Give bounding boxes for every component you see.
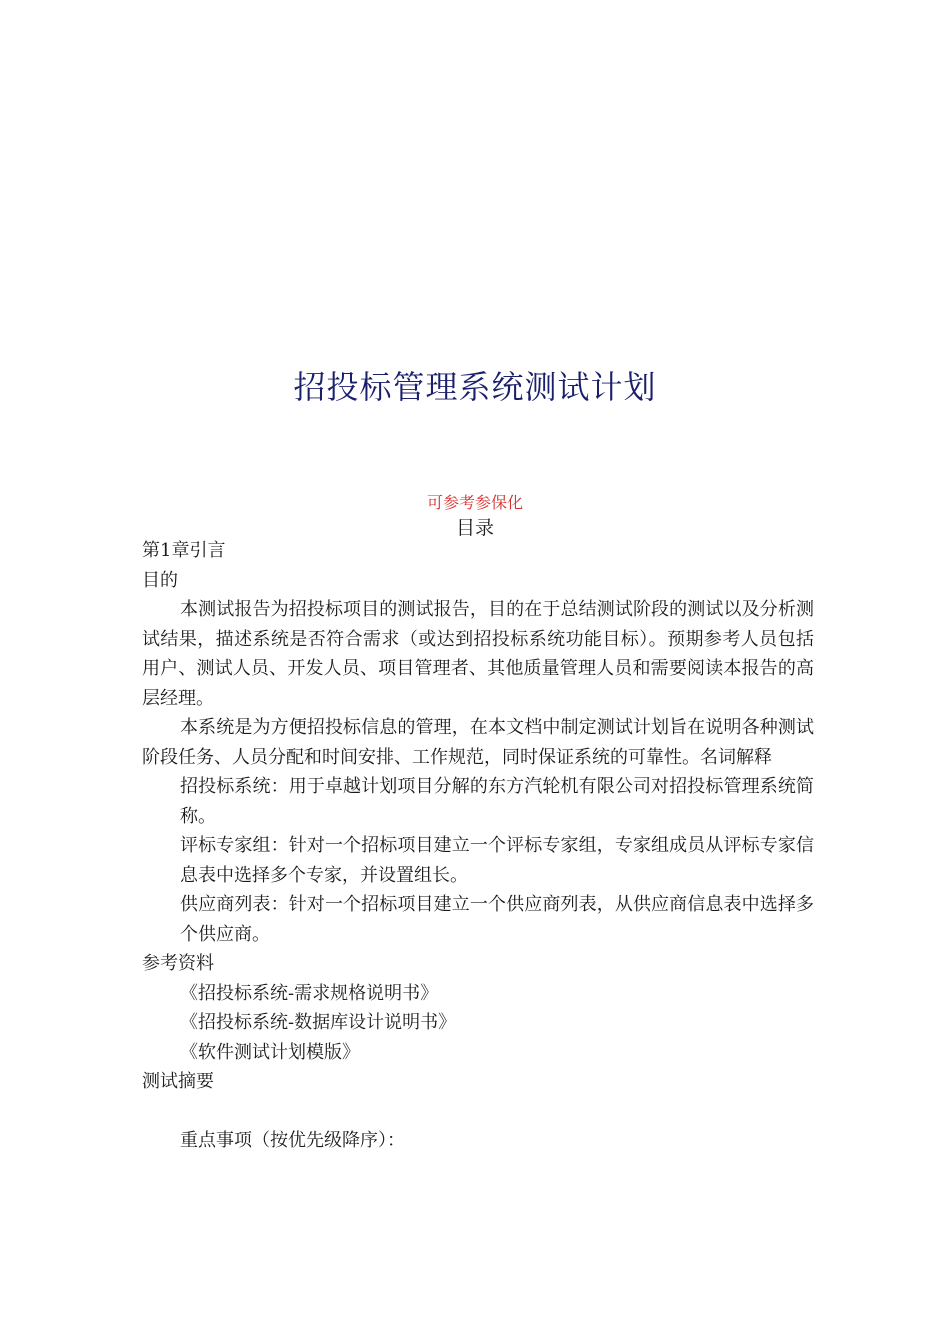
reference-item: 《软件测试计划模版》 bbox=[180, 1041, 360, 1063]
reference-item: 《招投标系统-需求规格说明书》 bbox=[180, 982, 439, 1004]
key-items-line: 重点事项（按优先级降序）： bbox=[180, 1129, 405, 1151]
definition-item: 供应商列表：针对一个招标项目建立一个供应商列表，从供应商信息表中选择多个供应商。 bbox=[180, 894, 814, 945]
section-references-heading: 参考资料 bbox=[142, 953, 214, 974]
chapter-heading: 第1章引言 bbox=[142, 540, 226, 561]
document-body bbox=[142, 536, 814, 1155]
section-summary-heading: 测试摘要 bbox=[142, 1071, 214, 1092]
purpose-paragraph-1: 本测试报告为招投标项目的测试报告，目的在于总结测试阶段的测试以及分析测试结果，描述系统是否符合需求（或达到招投标系统功能目标）。预期参考人员包括用户、测试人员、开发人员、项目管理者、其他质量管理人员和需要阅读本报告的高层经理。 bbox=[142, 599, 814, 709]
toc-label: 目录 bbox=[455, 517, 494, 539]
purpose-paragraph-2: 本系统是为方便招投标信息的管理，在本文档中制定测试计划旨在说明各种测试阶段任务、人员分配和时间安排、工作规范，同时保证系统的可靠性。名词解释 bbox=[142, 717, 814, 768]
reference-item: 《招投标系统-数据库设计说明书》 bbox=[180, 1012, 457, 1033]
document-subtitle: 可参考参保化 bbox=[426, 493, 523, 512]
document-title: 招投标管理系统测试计划 bbox=[293, 368, 657, 406]
definition-item: 招投标系统：用于卓越计划项目分解的东方汽轮机有限公司对招投标管理系统简称。 bbox=[180, 776, 814, 827]
blank-line bbox=[142, 1097, 814, 1126]
definition-item: 评标专家组：针对一个招标项目建立一个评标专家组，专家组成员从评标专家信息表中选择多个专家，并设置组长。 bbox=[180, 835, 814, 886]
section-purpose-heading: 目的 bbox=[142, 569, 178, 591]
